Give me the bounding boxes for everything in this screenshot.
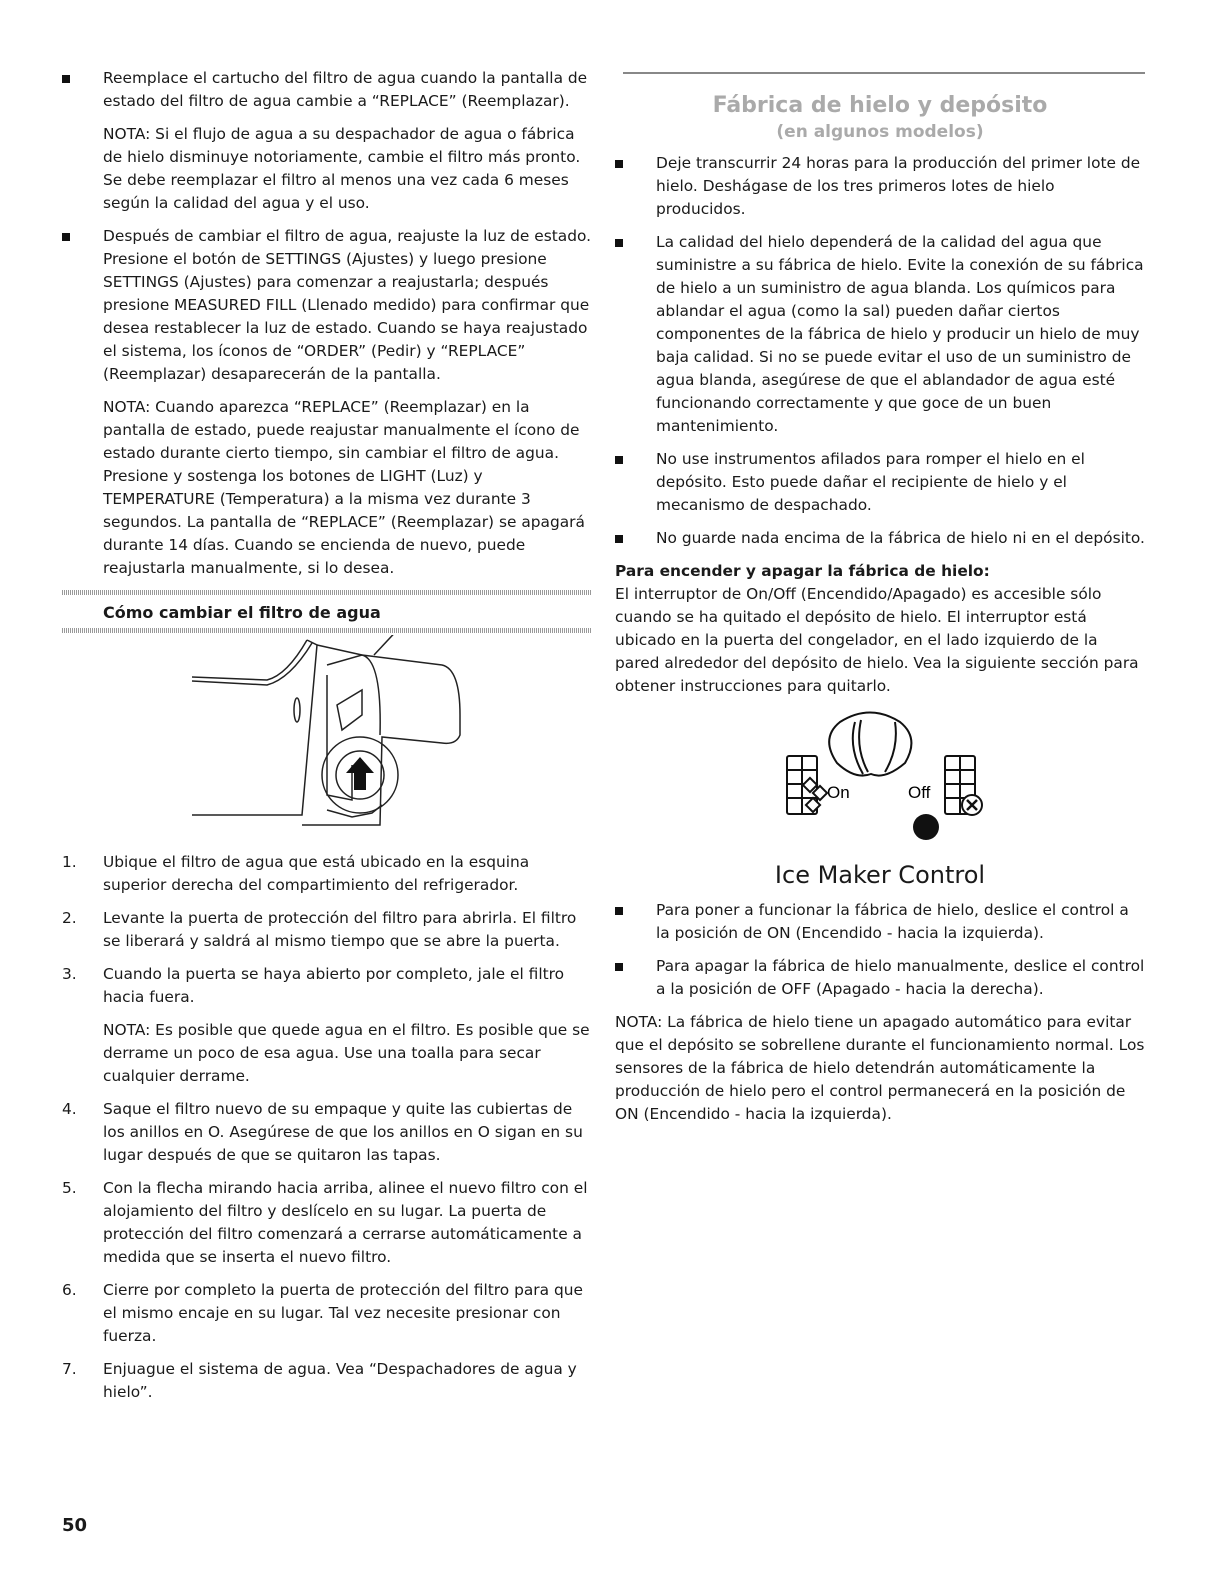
note-label: NOTA:	[103, 1021, 151, 1039]
divider	[62, 628, 592, 633]
right-column	[615, 72, 1145, 1136]
bullet-item: No guarde nada encima de la fábrica de hielo ni en el depósito.	[615, 527, 1145, 550]
section-subtitle: (en algunos modelos)	[776, 122, 984, 142]
bullet-item: Deje transcurrir 24 horas para la producción del primer lote de hielo. Deshágase de los tres primeros lotes de hielo producidos.	[615, 152, 1145, 221]
bullet-item: Para apagar la fábrica de hielo manualmente, deslice el control a la posición de OFF (Apagado - hacia la derecha).	[615, 955, 1145, 1001]
step-item: 4. Saque el filtro nuevo de su empaque y quite las cubiertas de los anillos en O. Asegúrese de que los anillos en O sigan en su lugar después de que se quitaron las tapas.	[62, 1100, 583, 1164]
note-label: NOTA:	[615, 1013, 663, 1031]
step-item: 2. Levante la puerta de protección del filtro para abrirla. El filtro se liberará y saldrá al mismo tiempo que se abre la puerta.	[62, 909, 577, 950]
left-column	[62, 67, 592, 1414]
step-item: 7. Enjuague el sistema de agua. Vea “Despachadores de agua y hielo”.	[62, 1360, 577, 1401]
note-label: NOTA:	[103, 125, 151, 143]
bullet-item: No use instrumentos afilados para romper el hielo en el depósito. Esto puede dañar el recipiente de hielo y el mecanismo de despachado.	[615, 448, 1145, 517]
bullet-replace-cartridge: Reemplace el cartucho del filtro de agua cuando la pantalla de estado del filtro de agua cambie a “REPLACE” (Reemplazar).	[62, 67, 592, 113]
off-label: Off	[908, 783, 931, 802]
note-flow: NOTA: Si el flujo de agua a su despachador de agua o fábrica de hielo disminuye notoriamente, cambie el filtro más pronto. Se debe reemplazar el filtro al menos una vez cada 6 meses según la calidad del agua y el uso.	[103, 125, 581, 212]
ice-maker-control-illustration	[615, 708, 1145, 868]
figure-caption: Ice Maker Control	[774, 861, 986, 889]
slider-dot-icon	[913, 814, 939, 840]
onoff-text: El interruptor de On/Off (Encendido/Apagado) es accesible sólo cuando se ha quitado el depósito de hielo. El interruptor está ubicado en la puerta del congelador, en el lado izquierdo de la pared alrededor del depósito de hielo. Vea la siguiente sección para obtener instrucciones para quitarlo.	[615, 585, 1139, 695]
bullet-item: La calidad del hielo dependerá de la calidad del agua que suministre a su fábrica de hielo. Evite la conexión de su fábrica de hielo a un suministro de agua blanda. Los químicos para ablandar el agua (como la sal) pueden dañar ciertos componentes de la fábrica de hielo y producir un hielo de muy baja calidad. Si no se puede evitar el uso de un suministro de agua blanda, asegúrese de que el ablandador de agua esté funcionando correctamente y que goce de un buen mantenimiento.	[615, 231, 1145, 438]
water-filter-illustration	[62, 635, 592, 845]
step-item: 3. Cuando la puerta se haya abierto por completo, jale el filtro hacia fuera.	[62, 965, 565, 1006]
note-label: NOTA:	[103, 398, 151, 416]
step-item: 6. Cierre por completo la puerta de protección del filtro para que el mismo encaje en su lugar. Tal vez necesite presionar con fuerza.	[62, 1281, 583, 1345]
onoff-heading: Para encender y apagar la fábrica de hielo:	[615, 562, 990, 580]
note-replace: NOTA: Cuando aparezca “REPLACE” (Reemplazar) en la pantalla de estado, puede reajustar manualmente el ícono de estado durante cierto tiempo, sin cambiar el filtro de agua. Presione y sostenga los botones de LIGHT (Luz) y TEMPERATURE (Temperatura) a la misma vez durante 3 segundos. La pantalla de “REPLACE” (Reemplazar) se apagará durante 14 días. Cuando se encienda de nuevo, puede reajustarla manualmente, si lo desea.	[103, 398, 585, 577]
step-item: 1. Ubique el filtro de agua que está ubicado en la esquina superior derecha del compartimiento del refrigerador.	[62, 853, 530, 894]
page-number: 50	[62, 1515, 88, 1536]
bullet-reset-light: Después de cambiar el filtro de agua, reajuste la luz de estado. Presione el botón de SETTINGS (Ajustes) y luego presione SETTINGS (Ajustes) para comenzar a reajustarla; después presione MEASURED FILL (Llenado medido) para confirmar que desea restablecer la luz de estado. Cuando se haya reajustado el sistema, los íconos de “ORDER” (Pedir) y “REPLACE” (Reemplazar) desaparecerán de la pantalla.	[62, 225, 592, 386]
step-item: 5. Con la flecha mirando hacia arriba, alinee el nuevo filtro con el alojamiento del filtro y deslícelo en su lugar. La puerta de protección del filtro comenzará a cerrarse automáticamente a medida que se inserta el nuevo filtro.	[62, 1179, 588, 1266]
steps-list	[62, 851, 592, 1404]
on-label: On	[827, 783, 850, 802]
step-note: NOTA: Es posible que quede agua en el filtro. Es posible que se derrame un poco de esa agua. Use una toalla para secar cualquier derrame.	[103, 1021, 590, 1085]
note-auto-shutoff: NOTA: La fábrica de hielo tiene un apagado automático para evitar que el depósito se sobrellene durante el funcionamiento normal. Los sensores de la fábrica de hielo detendrán automáticamente la producción de hielo pero el control permanecerá en la posición de ON (Encendido - hacia la izquierda).	[615, 1013, 1145, 1123]
top-rule	[623, 72, 1145, 74]
section-heading: Cómo cambiar el filtro de agua	[103, 603, 381, 622]
bullet-item: Para poner a funcionar la fábrica de hielo, deslice el control a la posición de ON (Encendido - hacia la izquierda).	[615, 899, 1145, 945]
section-title: Fábrica de hielo y depósito	[712, 93, 1048, 118]
control-knob-icon	[829, 713, 911, 776]
